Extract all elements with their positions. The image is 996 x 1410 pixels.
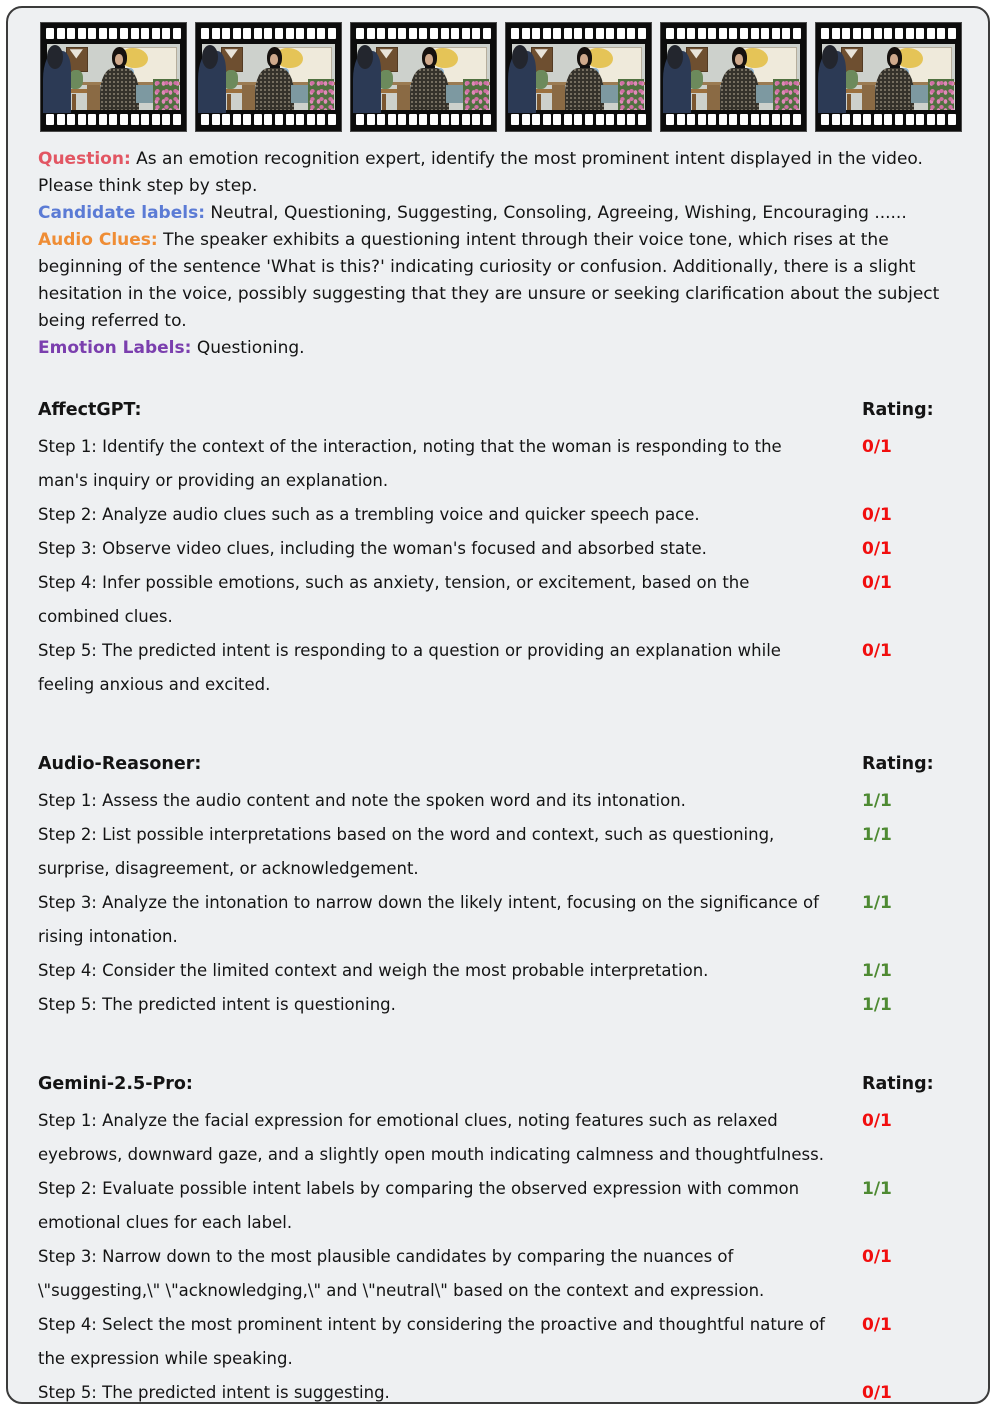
sprocket-hole — [532, 28, 540, 39]
sprocket-hole — [677, 114, 685, 125]
sprocket-hole — [451, 114, 459, 125]
step-text: Step 2: Analyze audio clues such as a trembling voice and quicker speech pace. — [38, 505, 700, 524]
sprocket-hole — [884, 114, 892, 125]
model-header — [38, 746, 958, 782]
sprocket-hole — [585, 114, 593, 125]
sprocket-hole — [874, 114, 882, 125]
sprocket-hole — [948, 28, 956, 39]
sprocket-hole — [67, 28, 75, 39]
sprocket-hole — [388, 28, 396, 39]
model-section — [38, 746, 958, 1022]
step-text: Step 4: Consider the limited context and weigh the most probable interpretation. — [38, 961, 709, 980]
chair — [87, 85, 100, 110]
teal-cabinet — [446, 85, 463, 103]
step-text: Step 1: Identify the context of the interaction, noting that the woman is responding to the man's inquiry or providing an explanation. — [38, 437, 782, 490]
sprocket-hole — [462, 114, 470, 125]
sprocket-hole — [596, 28, 604, 39]
model-name: Audio-Reasoner: — [38, 754, 202, 774]
sprocket-hole — [937, 114, 945, 125]
sprocket-hole — [606, 28, 614, 39]
reasoning-step-row — [38, 532, 958, 566]
sprocket-hole — [120, 114, 128, 125]
prompt-text: Neutral, Questioning, Suggesting, Consoling, Agreeing, Wishing, Encouraging ...... — [210, 203, 907, 223]
sprocket-hole — [874, 28, 882, 39]
teal-cabinet — [291, 85, 308, 103]
sprocket-hole — [906, 28, 914, 39]
sprocket-hole — [863, 114, 871, 125]
sprocket-hole — [638, 114, 646, 125]
sprocket-hole — [67, 114, 75, 125]
video-still — [667, 44, 800, 110]
sprocket-hole — [553, 114, 561, 125]
sprocket-hole — [367, 114, 375, 125]
step-rating: 0/1 — [862, 1383, 892, 1403]
sprocket-hole — [772, 114, 780, 125]
reasoning-step-row — [38, 1240, 958, 1308]
sprocket-hole — [264, 28, 272, 39]
film-strip-row — [40, 22, 962, 132]
step-text: Step 3: Analyze the intonation to narrow down the likely intent, focusing on the significance of rising intonation. — [38, 893, 819, 946]
sprocket-hole — [451, 28, 459, 39]
model-name: Gemini-2.5-Pro: — [38, 1074, 193, 1094]
sprocket-hole — [832, 28, 840, 39]
woman-tweed-coat — [565, 68, 604, 110]
woman-tweed-coat — [255, 68, 294, 110]
chair — [242, 85, 255, 110]
sprocket-hole — [842, 114, 850, 125]
sprocket-hole — [141, 114, 149, 125]
film-sprockets-top — [201, 28, 336, 40]
sprocket-hole — [740, 114, 748, 125]
sprocket-hole — [173, 114, 181, 125]
sprocket-hole — [173, 28, 181, 39]
sprocket-hole — [927, 114, 935, 125]
sprocket-hole — [772, 28, 780, 39]
sprocket-hole — [543, 114, 551, 125]
step-list — [38, 784, 958, 1022]
sprocket-hole — [212, 114, 220, 125]
sprocket-hole — [462, 28, 470, 39]
sprocket-hole — [307, 114, 315, 125]
sprocket-hole — [698, 114, 706, 125]
sprocket-hole — [596, 114, 604, 125]
sprocket-hole — [201, 28, 209, 39]
film-sprockets-top — [666, 28, 801, 40]
sprocket-hole — [131, 28, 139, 39]
sprocket-hole — [131, 114, 139, 125]
sprocket-hole — [377, 114, 385, 125]
reasoning-step-row — [38, 1308, 958, 1376]
sprocket-hole — [574, 114, 582, 125]
step-rating: 1/1 — [862, 825, 892, 845]
sprocket-hole — [57, 114, 65, 125]
prompt-text: As an emotion recognition expert, identify the most prominent intent displayed in the video. Please think step by step. — [38, 149, 923, 196]
sprocket-hole — [275, 114, 283, 125]
sprocket-hole — [585, 28, 593, 39]
sprocket-hole — [832, 114, 840, 125]
step-rating: 0/1 — [862, 1111, 892, 1131]
step-text: Step 2: List possible interpretations based on the word and context, such as questioning, surprise, disagreement, or acknowledgement. — [38, 825, 775, 878]
reasoning-step-row — [38, 1104, 958, 1172]
step-text: Step 4: Infer possible emotions, such as anxiety, tension, or excitement, based on the combined clues. — [38, 573, 750, 626]
sprocket-hole — [78, 114, 86, 125]
sprocket-hole — [328, 114, 336, 125]
model-name: AffectGPT: — [38, 400, 142, 420]
desk-leg — [847, 94, 851, 111]
sprocket-hole — [356, 28, 364, 39]
sprocket-hole — [821, 28, 829, 39]
woman-tweed-coat — [410, 68, 449, 110]
sprocket-hole — [698, 28, 706, 39]
sprocket-hole — [419, 114, 427, 125]
sprocket-hole — [264, 114, 272, 125]
step-list — [38, 1104, 958, 1410]
step-list — [38, 430, 958, 702]
sprocket-hole — [916, 28, 924, 39]
sprocket-hole — [441, 28, 449, 39]
chair — [862, 85, 875, 110]
sprocket-hole — [793, 28, 801, 39]
sprocket-hole — [719, 114, 727, 125]
sprocket-hole — [88, 114, 96, 125]
sprocket-hole — [88, 28, 96, 39]
film-sprockets-bottom — [356, 114, 491, 126]
sprocket-hole — [46, 114, 54, 125]
reasoning-step-row — [38, 634, 958, 702]
sprocket-hole — [927, 28, 935, 39]
sprocket-hole — [367, 28, 375, 39]
step-text: Step 1: Assess the audio content and note the spoken word and its intonation. — [38, 791, 686, 810]
model-section — [38, 392, 958, 702]
teal-cabinet — [136, 85, 153, 103]
sprocket-hole — [109, 114, 117, 125]
pink-flowers — [618, 79, 643, 110]
sprocket-hole — [296, 28, 304, 39]
sprocket-hole — [162, 28, 170, 39]
step-rating: 1/1 — [862, 1179, 892, 1199]
video-keyframe — [350, 22, 497, 132]
sprocket-hole — [532, 114, 540, 125]
sprocket-hole — [152, 114, 160, 125]
sprocket-hole — [708, 28, 716, 39]
sprocket-hole — [751, 28, 759, 39]
film-sprockets-top — [511, 28, 646, 40]
sprocket-hole — [916, 114, 924, 125]
sprocket-hole — [853, 28, 861, 39]
sprocket-hole — [317, 28, 325, 39]
sprocket-hole — [162, 114, 170, 125]
reasoning-step-row — [38, 988, 958, 1022]
sprocket-hole — [884, 28, 892, 39]
sprocket-hole — [687, 114, 695, 125]
desk-leg — [692, 94, 696, 111]
step-rating: 0/1 — [862, 1315, 892, 1335]
video-keyframe — [195, 22, 342, 132]
sprocket-hole — [543, 28, 551, 39]
video-keyframe — [40, 22, 187, 132]
step-rating: 1/1 — [862, 995, 892, 1015]
woman-tweed-coat — [100, 68, 139, 110]
sprocket-hole — [472, 114, 480, 125]
pink-flowers — [773, 79, 798, 110]
sprocket-hole — [638, 28, 646, 39]
rating-column-header: Rating: — [862, 400, 934, 420]
video-keyframe — [815, 22, 962, 132]
prompt-block — [38, 146, 962, 362]
film-sprockets-bottom — [201, 114, 336, 126]
step-rating: 0/1 — [862, 641, 892, 661]
reasoning-step-row — [38, 1172, 958, 1240]
sprocket-hole — [78, 28, 86, 39]
sprocket-hole — [677, 28, 685, 39]
sprocket-hole — [687, 28, 695, 39]
prompt-segment — [38, 335, 962, 362]
film-sprockets-top — [821, 28, 956, 40]
prompt-segment — [38, 146, 962, 200]
reasoning-step-row — [38, 818, 958, 886]
woman-tweed-coat — [875, 68, 914, 110]
sprocket-hole — [522, 114, 530, 125]
sprocket-hole — [409, 28, 417, 39]
model-header — [38, 1066, 958, 1102]
sprocket-hole — [666, 28, 674, 39]
video-keyframe — [660, 22, 807, 132]
prompt-segment — [38, 227, 962, 335]
sprocket-hole — [708, 114, 716, 125]
desk-leg — [537, 94, 541, 111]
teal-cabinet — [601, 85, 618, 103]
sprocket-hole — [356, 114, 364, 125]
step-text: Step 5: The predicted intent is responding to a question or providing an explanation while feeling anxious and excited. — [38, 641, 781, 694]
sprocket-hole — [233, 114, 241, 125]
sprocket-hole — [842, 28, 850, 39]
reasoning-step-row — [38, 566, 958, 634]
video-still — [822, 44, 955, 110]
film-sprockets-bottom — [821, 114, 956, 126]
man-head — [822, 45, 838, 69]
sprocket-hole — [606, 114, 614, 125]
chair — [707, 85, 720, 110]
step-rating: 1/1 — [862, 893, 892, 913]
sprocket-hole — [627, 28, 635, 39]
reasoning-step-row — [38, 784, 958, 818]
sprocket-hole — [472, 28, 480, 39]
man-head — [357, 45, 373, 69]
sprocket-hole — [729, 114, 737, 125]
sprocket-hole — [627, 114, 635, 125]
film-sprockets-bottom — [666, 114, 801, 126]
step-rating: 0/1 — [862, 1247, 892, 1267]
sprocket-hole — [398, 28, 406, 39]
step-rating: 0/1 — [862, 505, 892, 525]
step-rating: 0/1 — [862, 539, 892, 559]
model-header — [38, 392, 958, 428]
step-text: Step 3: Narrow down to the most plausible candidates by comparing the nuances of \"suggesting,\" \"acknowledging,\" and \"neutral\" based on the context and expression. — [38, 1247, 765, 1300]
sprocket-hole — [57, 28, 65, 39]
sprocket-hole — [821, 114, 829, 125]
step-rating: 1/1 — [862, 791, 892, 811]
sprocket-hole — [120, 28, 128, 39]
man-head — [512, 45, 528, 69]
pink-flowers — [928, 79, 953, 110]
sprocket-hole — [483, 28, 491, 39]
sprocket-hole — [729, 28, 737, 39]
reasoning-step-row — [38, 954, 958, 988]
man-head — [47, 45, 63, 69]
sprocket-hole — [666, 114, 674, 125]
pink-flowers — [463, 79, 488, 110]
sprocket-hole — [937, 28, 945, 39]
video-still — [202, 44, 335, 110]
man-head — [667, 45, 683, 69]
sprocket-hole — [212, 28, 220, 39]
step-text: Step 2: Evaluate possible intent labels by comparing the observed expression with common emotional clues for each label. — [38, 1179, 800, 1232]
sprocket-hole — [895, 114, 903, 125]
sprocket-hole — [254, 28, 262, 39]
reasoning-step-row — [38, 430, 958, 498]
sprocket-hole — [152, 28, 160, 39]
desk-leg — [382, 94, 386, 111]
sprocket-hole — [243, 114, 251, 125]
model-section — [38, 1066, 958, 1410]
sprocket-hole — [99, 114, 107, 125]
sprocket-hole — [782, 28, 790, 39]
sprocket-hole — [46, 28, 54, 39]
figure-panel — [6, 6, 990, 1404]
sprocket-hole — [317, 114, 325, 125]
chair — [552, 85, 565, 110]
step-text: Step 5: The predicted intent is questioning. — [38, 995, 396, 1014]
sprocket-hole — [761, 28, 769, 39]
sprocket-hole — [388, 114, 396, 125]
sprocket-hole — [617, 28, 625, 39]
sprocket-hole — [275, 28, 283, 39]
sprocket-hole — [511, 28, 519, 39]
sprocket-hole — [377, 28, 385, 39]
film-sprockets-top — [46, 28, 181, 40]
video-still — [357, 44, 490, 110]
sprocket-hole — [307, 28, 315, 39]
sprocket-hole — [522, 28, 530, 39]
sprocket-hole — [895, 28, 903, 39]
step-text: Step 5: The predicted intent is suggesting. — [38, 1383, 390, 1402]
sprocket-hole — [419, 28, 427, 39]
sprocket-hole — [793, 114, 801, 125]
sprocket-hole — [409, 114, 417, 125]
sprocket-hole — [719, 28, 727, 39]
desk-leg — [227, 94, 231, 111]
sprocket-hole — [740, 28, 748, 39]
prompt-text: Questioning. — [196, 338, 305, 358]
reasoning-step-row — [38, 498, 958, 532]
prompt-text: The speaker exhibits a questioning intent through their voice tone, which rises at the beginning of the sentence 'What is this?' indicating curiosity or confusion. Additionally, there is a slight hesitation in the voice, possibly suggesting that they are unsure or seeking clarification about the subject being referred to. — [38, 230, 940, 331]
chair — [397, 85, 410, 110]
sprocket-hole — [286, 28, 294, 39]
video-still — [47, 44, 180, 110]
sprocket-hole — [948, 114, 956, 125]
sprocket-hole — [109, 28, 117, 39]
sprocket-hole — [782, 114, 790, 125]
prompt-segment — [38, 200, 962, 227]
sprocket-hole — [574, 28, 582, 39]
sprocket-hole — [511, 114, 519, 125]
sprocket-hole — [222, 28, 230, 39]
step-text: Step 4: Select the most prominent intent by considering the proactive and thoughtful nature of the expression while speaking. — [38, 1315, 825, 1368]
film-sprockets-top — [356, 28, 491, 40]
sprocket-hole — [906, 114, 914, 125]
sprocket-hole — [243, 28, 251, 39]
film-sprockets-bottom — [511, 114, 646, 126]
rating-column-header: Rating: — [862, 754, 934, 774]
video-still — [512, 44, 645, 110]
sprocket-hole — [201, 114, 209, 125]
sprocket-hole — [398, 114, 406, 125]
step-rating: 1/1 — [862, 961, 892, 981]
sprocket-hole — [564, 28, 572, 39]
sprocket-hole — [328, 28, 336, 39]
step-rating: 0/1 — [862, 437, 892, 457]
rating-column-header: Rating: — [862, 1074, 934, 1094]
sprocket-hole — [254, 114, 262, 125]
sprocket-hole — [863, 28, 871, 39]
man-head — [202, 45, 218, 69]
sprocket-hole — [286, 114, 294, 125]
film-sprockets-bottom — [46, 114, 181, 126]
teal-cabinet — [911, 85, 928, 103]
evaluations — [38, 392, 958, 1410]
sprocket-hole — [99, 28, 107, 39]
prompt-label: Question: — [38, 149, 131, 169]
sprocket-hole — [564, 114, 572, 125]
sprocket-hole — [430, 114, 438, 125]
step-text: Step 1: Analyze the facial expression for emotional clues, noting features such as relaxed eyebrows, downward gaze, and a slightly open mouth indicating calmness and thoughtfulness. — [38, 1111, 824, 1164]
prompt-label: Candidate labels: — [38, 203, 206, 223]
video-keyframe — [505, 22, 652, 132]
pink-flowers — [153, 79, 178, 110]
teal-cabinet — [756, 85, 773, 103]
sprocket-hole — [296, 114, 304, 125]
sprocket-hole — [853, 114, 861, 125]
sprocket-hole — [430, 28, 438, 39]
sprocket-hole — [441, 114, 449, 125]
woman-tweed-coat — [720, 68, 759, 110]
pink-flowers — [308, 79, 333, 110]
prompt-label: Emotion Labels: — [38, 338, 192, 358]
sprocket-hole — [751, 114, 759, 125]
sprocket-hole — [222, 114, 230, 125]
sprocket-hole — [553, 28, 561, 39]
sprocket-hole — [617, 114, 625, 125]
sprocket-hole — [761, 114, 769, 125]
step-text: Step 3: Observe video clues, including the woman's focused and absorbed state. — [38, 539, 707, 558]
prompt-label: Audio Clues: — [38, 230, 158, 250]
reasoning-step-row — [38, 1376, 958, 1410]
desk-leg — [72, 94, 76, 111]
step-rating: 0/1 — [862, 573, 892, 593]
sprocket-hole — [233, 28, 241, 39]
sprocket-hole — [483, 114, 491, 125]
reasoning-step-row — [38, 886, 958, 954]
sprocket-hole — [141, 28, 149, 39]
